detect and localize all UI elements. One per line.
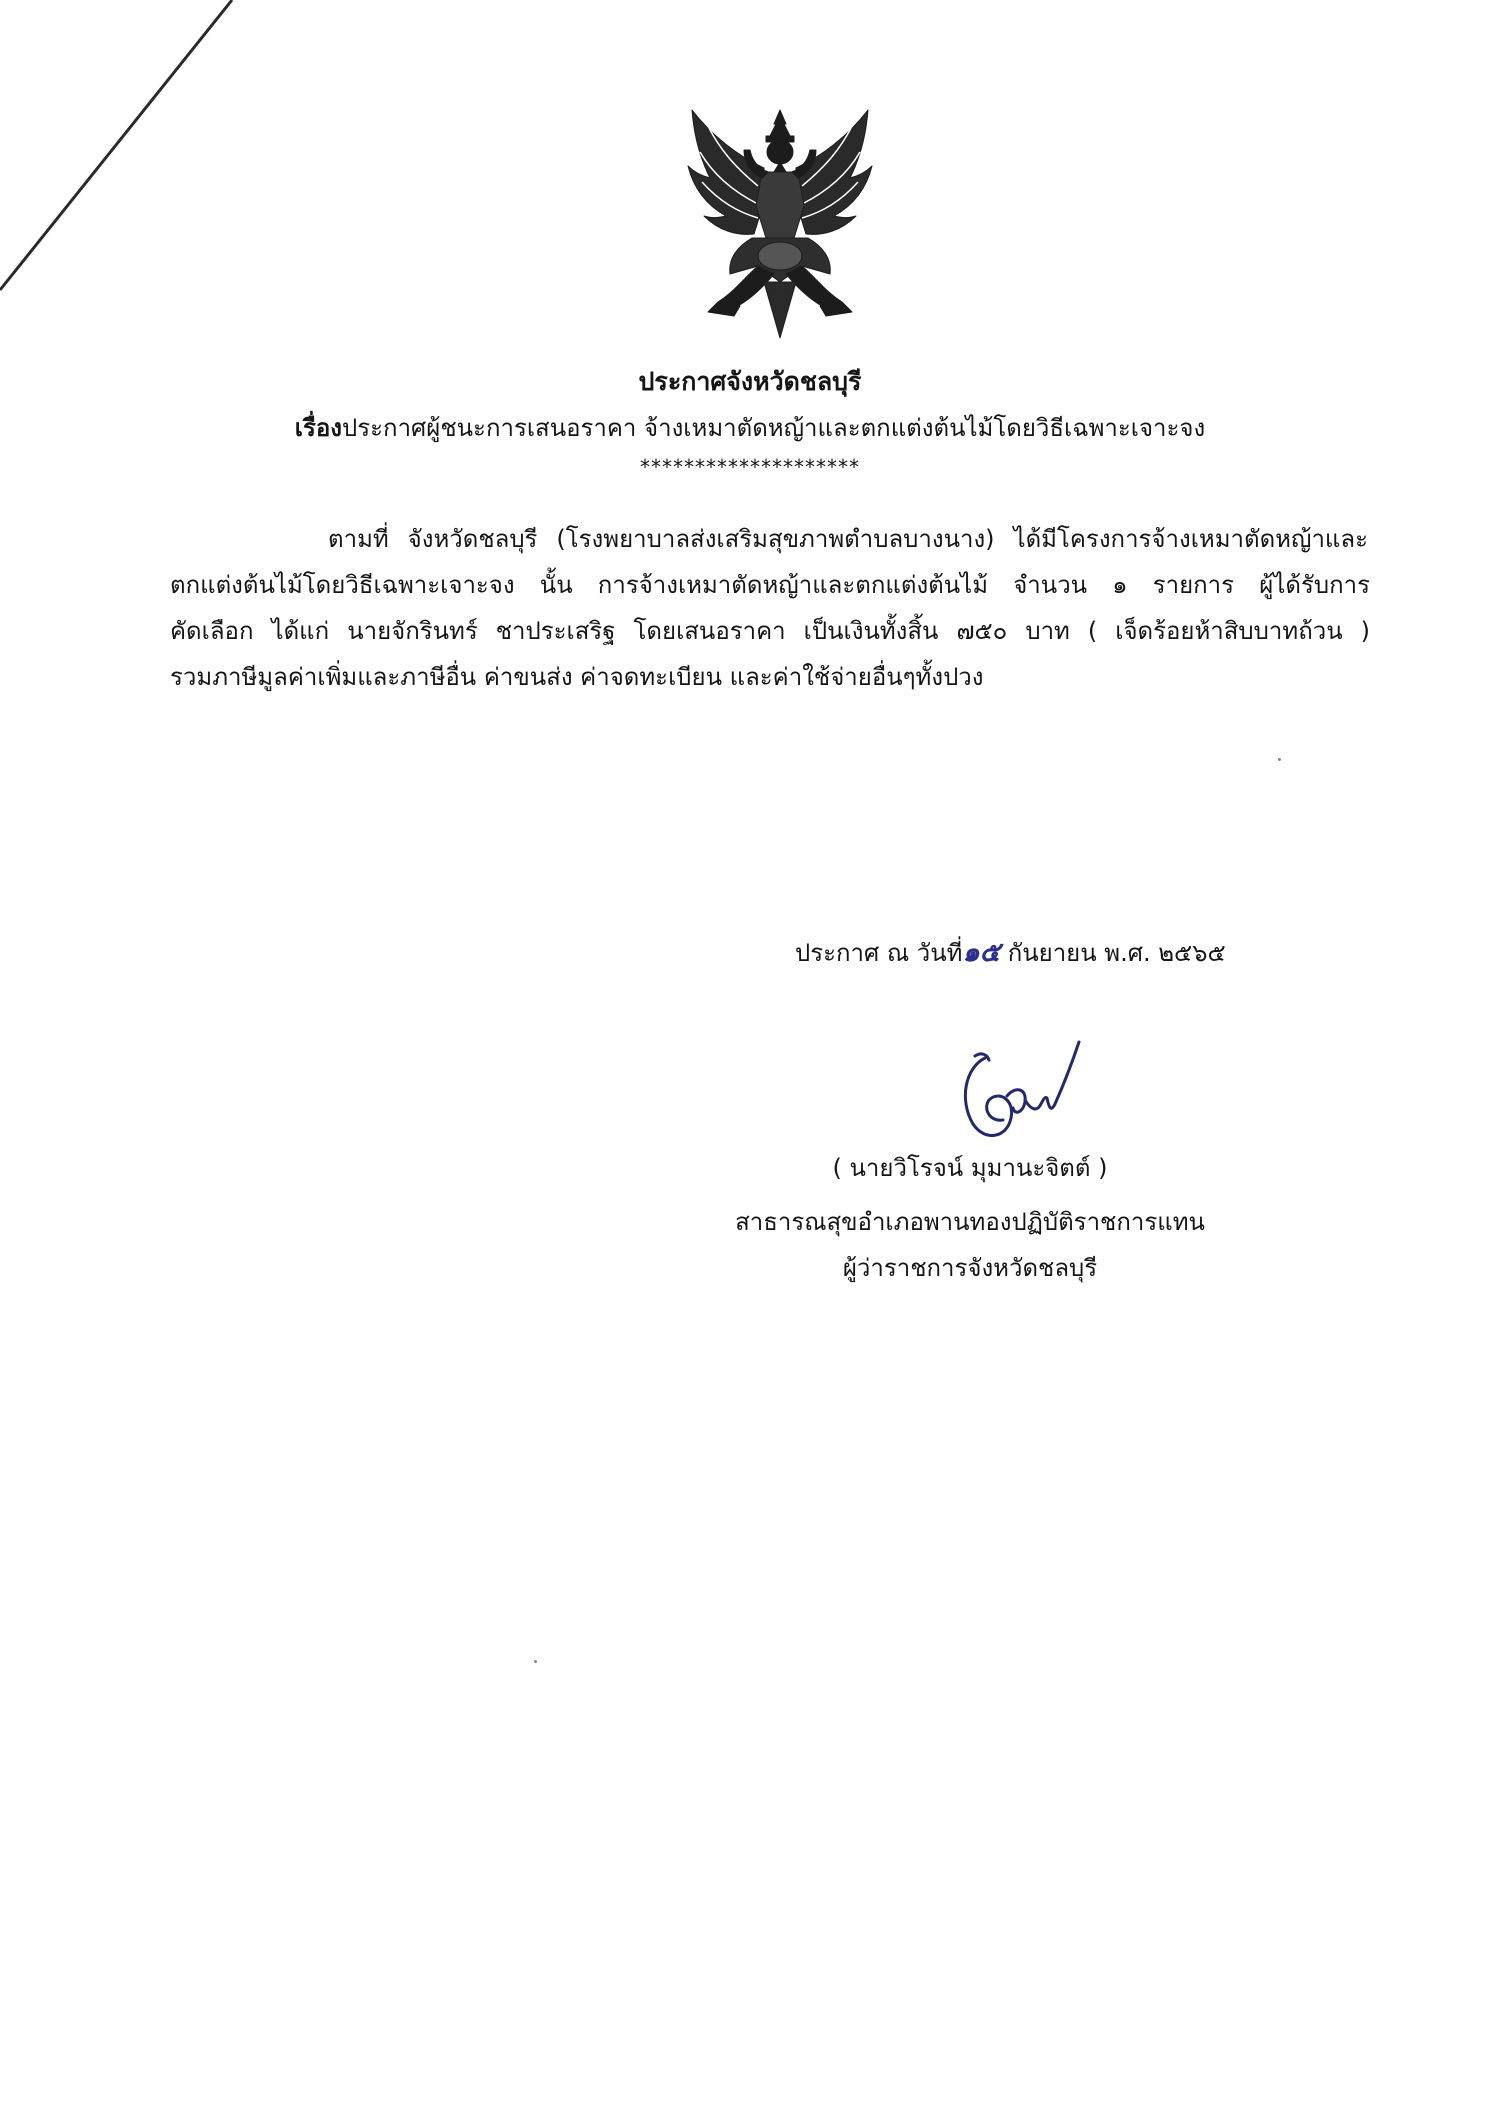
subject-label: เรื่อง [294, 414, 343, 442]
date-day: ๑๕ [962, 937, 1001, 968]
body-line-1: ตามที่ จังหวัดชลบุรี (โรงพยาบาลส่งเสริมสุขภาพตำบลบางนาง) ได้มีโครงการจ้างเหมาตัดหญ้าและ [328, 525, 1368, 553]
handwritten-signature [955, 1038, 1085, 1148]
date-suffix: กันยายน พ.ศ. ๒๕๖๕ [1007, 939, 1226, 967]
subject-text: ประกาศผู้ชนะการเสนอราคา จ้างเหมาตัดหญ้าและตกแต่งต้นไม้โดยวิธีเฉพาะเจาะจง [342, 414, 1206, 442]
signer-name: ( นายวิโรจน์ มุมานะจิตต์ ) [832, 1154, 1108, 1182]
scan-speck [1278, 758, 1281, 761]
announcement-date [795, 930, 1295, 973]
garuda-emblem-icon [678, 106, 882, 342]
separator-stars: ******************** [640, 455, 860, 479]
subject-line [0, 408, 1500, 447]
scan-speck [534, 1660, 537, 1663]
signer-position-line-2: ผู้ว่าราชการจังหวัดชลบุรี [842, 1254, 1098, 1282]
date-prefix: ประกาศ ณ วันที่ [795, 939, 963, 967]
page-edge-line [0, 0, 260, 300]
announcement-heading: ประกาศจังหวัดชลบุรี [638, 367, 862, 396]
signer-position-line-1: สาธารณสุขอำเภอพานทองปฏิบัติราชการแทน [735, 1208, 1205, 1236]
body-line-3: คัดเลือก ได้แก่ นายจักรินทร์ ชาประเสริฐ โดยเสนอราคา เป็นเงินทั้งสิ้น ๗๕๐ บาท ( เจ็ดร้อยห้าสิบบาทถ้วน ) [170, 617, 1370, 645]
body-line-4: รวมภาษีมูลค่าเพิ่มและภาษีอื่น ค่าขนส่ง ค่าจดทะเบียน และค่าใช้จ่ายอื่นๆทั้งปวง [170, 663, 984, 691]
body-line-2: ตกแต่งต้นไม้โดยวิธีเฉพาะเจาะจง นั้น การจ้างเหมาตัดหญ้าและตกแต่งต้นไม้ จำนวน ๑ รายการ ผู้ได้รับการ [170, 571, 1370, 599]
